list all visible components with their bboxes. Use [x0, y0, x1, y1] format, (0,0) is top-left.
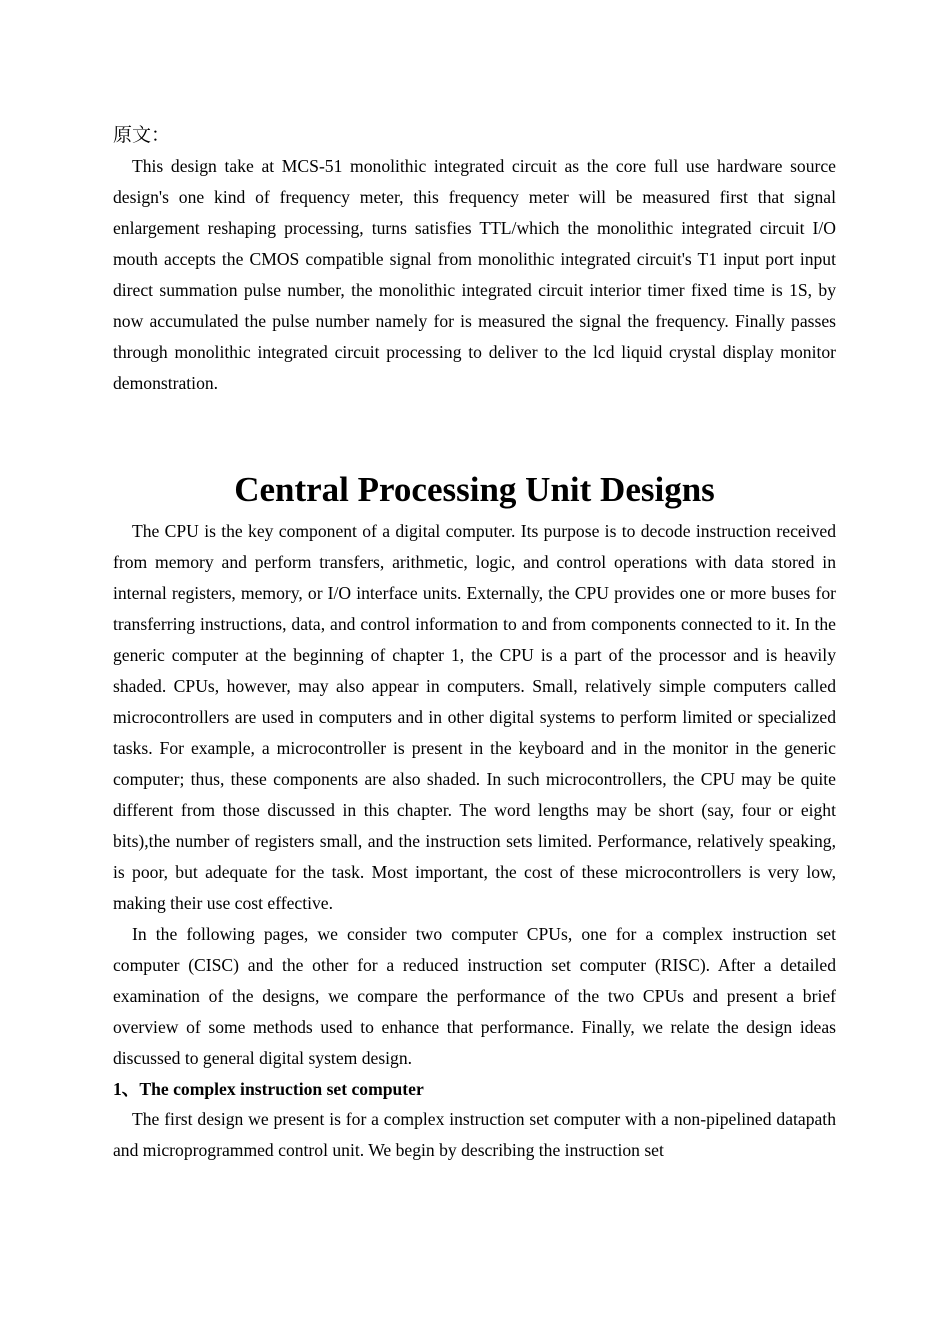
body-paragraph-cisc-risc: In the following pages, we consider two computer CPUs, one for a complex instruction set computer (CISC) and the other for a reduced instruction set computer (RISC). After a detailed examination of the designs, we compare the performance of the two CPUs and present a brief overview of some methods used to enhance that performance. Finally, we relate the design ideas discussed to general digital system design. — [113, 924, 836, 1068]
document-page — [113, 120, 836, 1166]
section-heading-cisc: 1、The complex instruction set computer — [113, 1079, 424, 1099]
body-paragraph-cisc-design: The first design we present is for a complex instruction set computer with a non-pipelined datapath and microprogrammed control unit. We begin by describing the instruction set — [113, 1109, 836, 1160]
abstract-paragraph: This design take at MCS-51 monolithic integrated circuit as the core full use hardware source design's one kind of frequency meter, this frequency meter will be measured first that signal enlargement reshaping processing, turns satisfies TTL/which the monolithic integrated circuit I/O mouth accepts the CMOS compatible signal from monolithic integrated circuit's T1 input port input direct summation pulse number, the monolithic integrated circuit interior timer fixed time is 1S, by now accumulated the pulse number namely for is measured the signal the frequency. Finally passes through monolithic integrated circuit processing to deliver to the lcd liquid crystal display monitor demonstration. — [113, 156, 836, 393]
body-paragraph-cpu-intro: The CPU is the key component of a digital computer. Its purpose is to decode instruction received from memory and perform transfers, arithmetic, logic, and control operations with data stored in internal registers, memory, or I/O interface units. Externally, the CPU provides one or more buses for transferring instructions, data, and control information to and from components connected to it. In the generic computer at the beginning of chapter 1, the CPU is a part of the processor and is heavily shaded. CPUs, however, may also appear in computers. Small, relatively simple computers called microcontrollers are used in computers and in other digital systems to perform limited or specialized tasks. For example, a microcontroller is present in the keyboard and in the monitor in the generic computer; thus, these components are also shaded. In such microcontrollers, the CPU may be quite different from those discussed in this chapter. The word lengths may be short (say, four or eight bits),the number of registers small, and the instruction sets limited. Performance, relatively speaking, is poor, but adequate for the task. Most important, the cost of these microcontrollers is very low, making their use cost effective. — [113, 521, 836, 913]
document-title: Central Processing Unit Designs — [234, 470, 715, 509]
original-text-label: 原文： — [113, 124, 171, 146]
